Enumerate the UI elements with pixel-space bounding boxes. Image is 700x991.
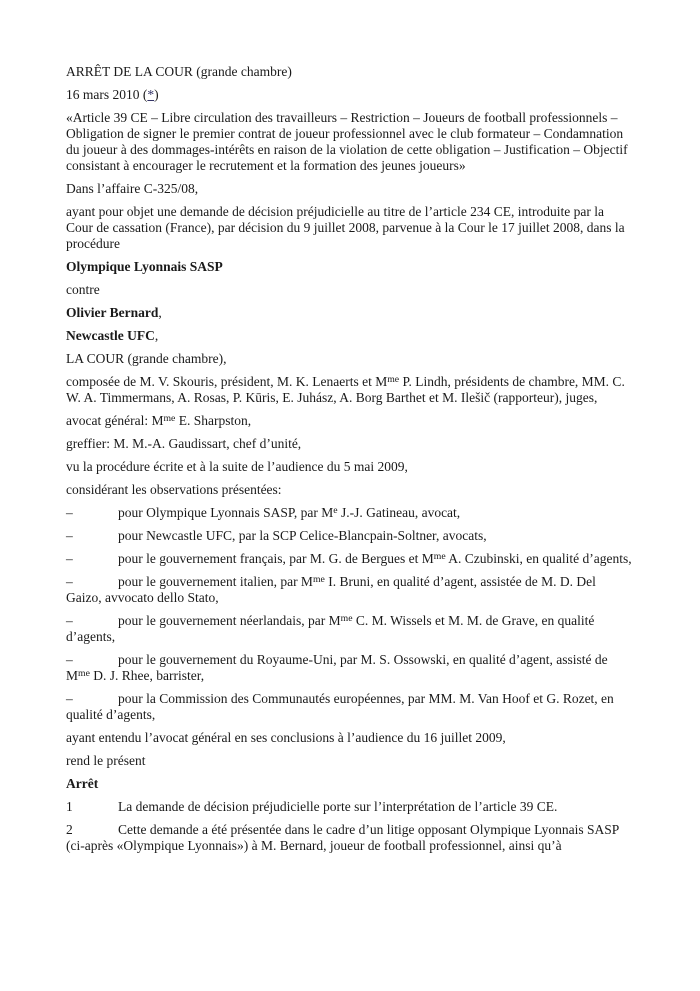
composition-superscript: me	[387, 373, 400, 385]
observation-6-text: pour le gouvernement du Royaume-Uni, par M. S. Ossowski, en qualité d’agent, assisté de M	[66, 652, 608, 683]
keywords-text: «Article 39 CE – Libre circulation des travailleurs – Restriction – Joueurs de football professionnels – Obligation de signer le premier contrat de joueur professionnel avec le club formateur – Condamnation du joueur à des dommages-intérêts en raison de la violation de cette obligation – Justification – Objectif consistant à encourager le recrutement et la formation des jeunes joueurs»	[66, 110, 628, 173]
observation-2-text: pour Newcastle UFC, par la SCP Celice-Blancpain-Soltner, avocats,	[118, 528, 487, 543]
party-defendant-2-text: Newcastle UFC	[66, 328, 155, 343]
ag-heard	[66, 730, 634, 746]
advocate-general-text: E. Sharpston,	[175, 413, 252, 428]
observation-5	[66, 613, 634, 645]
case-number	[66, 181, 634, 197]
observation-1-text: pour Olympique Lyonnais SASP, par M	[118, 505, 334, 520]
date-line-text: 16 mars 2010 (	[66, 87, 148, 102]
party-defendant-2	[66, 328, 634, 344]
request-origin	[66, 204, 634, 252]
observation-3-text: pour le gouvernement français, par M. G. de Bergues et M	[118, 551, 434, 566]
advocate-general	[66, 413, 634, 429]
advocate-general-text: avocat général: M	[66, 413, 164, 428]
observation-5-text: pour le gouvernement néerlandais, par M	[118, 613, 341, 628]
case-number-text: Dans l’affaire C-325/08,	[66, 181, 199, 196]
para-2-text: Cette demande a été présentée dans le cadre d’un litige opposant Olympique Lyonnais SASP (ci-après «Olympique Lyonnais») à M. Bernard, joueur de football professionnel, ainsi qu’à	[66, 822, 619, 853]
observation-7	[66, 691, 634, 723]
observation-6-superscript: me	[78, 667, 90, 679]
observations-intro-text: considérant les observations présentées:	[66, 482, 282, 497]
observation-4-superscript: me	[312, 573, 325, 585]
observation-6	[66, 652, 634, 684]
party-defendant-2-text: ,	[154, 328, 159, 343]
para-1-marker: 1	[66, 799, 73, 814]
request-origin-text: ayant pour objet une demande de décision préjudicielle au titre de l’article 234 CE, introduite par la Cour de cassation (France), par décision du 9 juillet 2008, parvenue à la Cour le 17 juillet 2008, dans la procédure	[66, 204, 625, 251]
observation-1-text: J.-J. Gatineau, avocat,	[337, 505, 461, 520]
observation-4-marker: –	[66, 574, 73, 589]
party-defendant-1-text: ,	[158, 305, 162, 320]
registrar	[66, 436, 634, 452]
judgment-heading	[66, 776, 634, 792]
observation-2-marker: –	[66, 528, 73, 543]
para-2	[66, 822, 634, 854]
observation-1-superscript: e	[333, 504, 338, 516]
composition-text: composée de M. V. Skouris, président, M. K. Lenaerts et M	[66, 374, 388, 389]
observation-6-text: D. J. Rhee, barrister,	[89, 668, 205, 683]
keywords	[66, 110, 634, 174]
title-line	[66, 64, 634, 80]
observation-7-marker: –	[66, 691, 73, 706]
composition	[66, 374, 634, 406]
court-line	[66, 351, 634, 367]
judgment-heading-text: Arrêt	[66, 776, 99, 791]
party-defendant-1	[66, 305, 634, 321]
date-line-text: )	[154, 87, 159, 102]
versus	[66, 282, 634, 298]
para-1-text: La demande de décision préjudicielle porte sur l’interprétation de l’article 39 CE.	[118, 799, 558, 814]
observation-3-marker: –	[66, 551, 73, 566]
para-1	[66, 799, 634, 815]
ag-heard-text: ayant entendu l’avocat général en ses conclusions à l’audience du 16 juillet 2009,	[66, 730, 506, 745]
title-line-text: ARRÊT DE LA COUR (grande chambre)	[66, 64, 292, 79]
observation-3-superscript: me	[433, 550, 446, 562]
advocate-general-superscript: me	[163, 412, 176, 424]
observation-4-text: I. Bruni, en qualité d’agent, assistée de M. D. Del Gaizo, avvocato dello Stato,	[66, 574, 596, 605]
renders-text: rend le présent	[66, 753, 146, 768]
observation-4-text: pour le gouvernement italien, par M	[118, 574, 313, 589]
renders	[66, 753, 634, 769]
observation-2	[66, 528, 634, 544]
observation-6-marker: –	[66, 652, 73, 667]
observation-5-text: C. M. Wissels et M. M. de Grave, en qualité d’agents,	[66, 613, 595, 644]
observation-5-superscript: me	[340, 612, 353, 624]
procedure-line-text: vu la procédure écrite et à la suite de l’audience du 5 mai 2009,	[66, 459, 408, 474]
observation-4	[66, 574, 634, 606]
observation-1	[66, 505, 634, 521]
date-line	[66, 87, 634, 103]
observation-1-marker: –	[66, 505, 73, 520]
procedure-line	[66, 459, 634, 475]
observation-3-text: A. Czubinski, en qualité d’agents,	[445, 551, 632, 566]
party-defendant-1-text: Olivier Bernard	[66, 305, 159, 320]
footnote-asterisk-link[interactable]: *	[147, 87, 155, 102]
para-2-marker: 2	[66, 822, 73, 837]
observation-3	[66, 551, 634, 567]
versus-text: contre	[66, 282, 100, 297]
court-line-text: LA COUR (grande chambre),	[66, 351, 227, 366]
observation-5-marker: –	[66, 613, 73, 628]
party-applicant-text: Olympique Lyonnais SASP	[66, 259, 223, 274]
registrar-text: greffier: M. M.-A. Gaudissart, chef d’unité,	[66, 436, 302, 451]
party-applicant	[66, 259, 634, 275]
observation-7-text: pour la Commission des Communautés européennes, par MM. M. Van Hoof et G. Rozet, en qualité d’agents,	[66, 691, 614, 722]
observations-intro	[66, 482, 634, 498]
composition-text: P. Lindh, présidents de chambre, MM. C. W. A. Timmermans, A. Rosas, P. Kūris, E. Juhász, A. Borg Barthet et M. Ilešič (rapporteur), juges,	[66, 374, 625, 405]
